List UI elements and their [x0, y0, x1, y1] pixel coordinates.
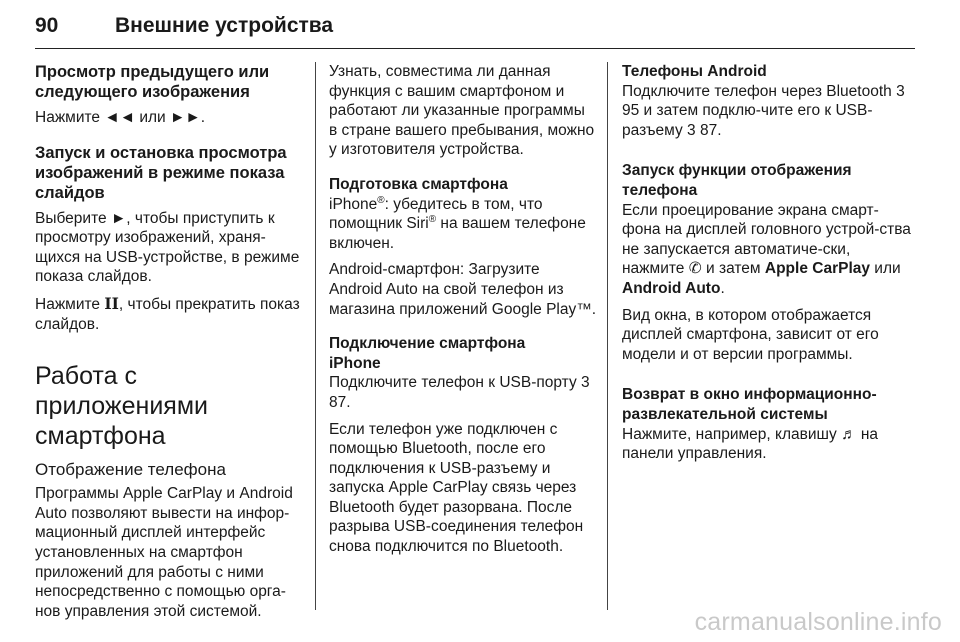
- heading-start-projection: Запуск функции отображения телефона: [622, 162, 852, 199]
- phone-icon: ✆: [688, 260, 702, 278]
- play-icon: ►: [110, 209, 127, 227]
- paragraph-slideshow-start: Выберите ►, чтобы приступить к просмотру изображений, храня-щихся на USB-устройстве, в режиме показа слайдов.: [35, 209, 300, 286]
- heading-return-infotainment: Возврат в окно информационно-развлекательной системы: [622, 386, 877, 423]
- page-header: [35, 0, 915, 50]
- paragraph-view-note: Вид окна, в котором отображается дисплей смартфона, зависит от его модели и от версии программы.: [622, 306, 879, 363]
- column-divider-1: [315, 62, 316, 610]
- paragraph-android-connect: Подключите телефон через Bluetooth 3 95 и затем подклю-чите его к USB-разъему 3 87.: [622, 82, 905, 139]
- column-2: [329, 62, 597, 564]
- paragraph-android-prep: Android-смартфон: Загрузите Android Auto на свой телефон из магазина приложений Google Play™.: [329, 261, 597, 318]
- column-1: [35, 62, 307, 628]
- android-auto-label: Android Auto: [622, 279, 721, 297]
- paragraph-bluetooth-note: Если телефон уже подключен с помощью Bluetooth, после его подключения к USB-разъему и запуска Apple CarPlay связь через Bluetooth будет разорвана. После разрыва USB-соединения телефон снова подключится по Bluetooth.: [329, 420, 584, 556]
- rewind-icon: ◄◄: [104, 109, 136, 126]
- heading-iphone: iPhone: [329, 354, 381, 372]
- paragraph-compatibility: Узнать, совместима ли данная функция с вашим смартфоном и работают ли указанные программы в стране вашего пребывания, можно у изготовителя устройства.: [329, 63, 595, 159]
- paragraph-iphone-connect: Подключите телефон к USB-порту 3 87.: [329, 374, 590, 411]
- column-3: [622, 62, 914, 471]
- heading-android-phones: Телефоны Android: [622, 63, 767, 80]
- paragraph-projection: Программы Apple CarPlay и Android Auto позволяют вывести на инфор-мационный дисплей интерфейс установленных на смартфон приложений для работы с ними непосредственно с помощью орга-нов управления этой системой.: [35, 485, 293, 620]
- paragraph-return: Нажмите, например, клавишу ♬ на панели управления.: [622, 425, 879, 463]
- fast-forward-icon: ►►: [170, 109, 201, 126]
- page-number: 90: [35, 14, 59, 37]
- heading-smartphone-apps: Работа с приложениями смартфона: [35, 362, 208, 451]
- section-title: Внешние устройства: [115, 14, 334, 37]
- paragraph-slideshow-stop: Нажмите II, чтобы прекратить показ слайдов.: [35, 293, 300, 333]
- heading-phone-preparation: Подготовка смартфона: [329, 175, 508, 193]
- heading-phone-connection: Подключение смартфона: [329, 335, 526, 353]
- page-reference: 3 95: [622, 82, 905, 120]
- apple-carplay-label: Apple CarPlay: [764, 260, 870, 278]
- page-reference: 3 87.: [329, 374, 590, 411]
- paragraph-iphone-prep: iPhone®: убедитесь в том, что помощник Siri® на вашем телефоне включен.: [329, 194, 586, 252]
- heading-phone-projection: Отображение телефона: [35, 460, 226, 480]
- registered-mark: ®: [428, 214, 437, 225]
- column-divider-2: [607, 62, 608, 610]
- heading-prev-next: Просмотр предыдущего или следующего изображения: [35, 63, 270, 101]
- paragraph-prev-next: Нажмите ◄◄ или ►►.: [35, 109, 206, 126]
- page-reference: 3 87: [687, 121, 718, 139]
- header-divider: [35, 48, 915, 49]
- pause-icon: II: [104, 293, 119, 313]
- music-note-icon: ♬: [841, 425, 857, 443]
- heading-slideshow: Запуск и остановка просмотра изображений в режиме показа слайдов: [35, 143, 287, 202]
- paragraph-start-projection: Если проецирование экрана смарт-фона на дисплей головного устрой-ства не запускается автоматиче-ски, нажмите ✆ и затем Apple CarPlay или Android Auto.: [622, 201, 911, 297]
- watermark: carmanualsonline.info: [694, 608, 942, 636]
